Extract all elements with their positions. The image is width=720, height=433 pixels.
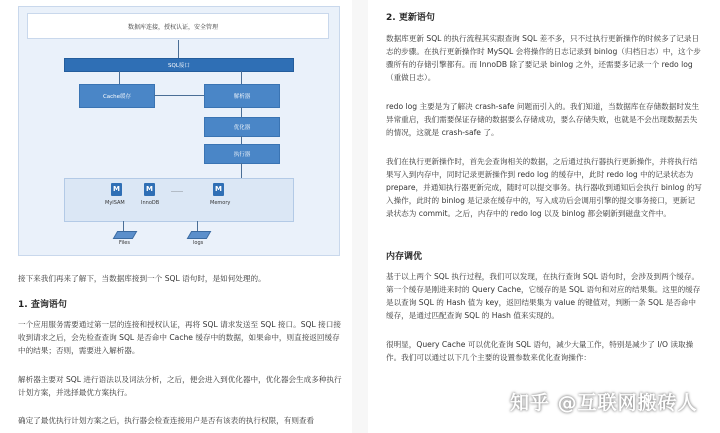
heading-memory-tuning: 内存调优 [386, 252, 423, 262]
memory-icon: M [213, 183, 224, 196]
arrow-connector [241, 163, 242, 178]
heading-update-statement: 2. 更新语句 [386, 13, 435, 23]
intro-paragraph: 接下来我们再来了解下，当数据库接到一个 SQL 语句时，是如何处理的。 [18, 274, 266, 283]
arrow-connector [197, 221, 198, 231]
ellipsis: …… [171, 187, 183, 194]
engine-label: Memory [210, 200, 231, 206]
arrow-connector [178, 40, 179, 58]
mysql-architecture-diagram [18, 6, 340, 256]
paragraph: 数据库更新 SQL 的执行流程其实跟查询 SQL 差不多，只不过执行更新操作的时候多了记录日志的步骤。在执行更新操作时 MySQL 会将操作的日志记录到 binlog（归档日志）中，这个步骤所有的存储引擎都有。而 InnoDB 除了要记录 binlog 之外，还需要多记录一个 redo log（重做日志）。 [386, 34, 701, 82]
sql-interface-box: SQL接口 [64, 58, 294, 72]
arrow-connector [154, 95, 204, 96]
cache-box: Cache缓存 [79, 84, 155, 108]
engine-label: MyISAM [105, 200, 125, 206]
connection-layer-box: 数据库连接，授权认证，安全管理 [27, 13, 329, 39]
arrow-connector [241, 136, 242, 144]
storage-engine-layer [64, 178, 294, 222]
files-label: Files [119, 240, 130, 246]
logs-label: logs [193, 240, 204, 246]
arrow-connector [123, 221, 124, 231]
logs-disk-icon [187, 231, 212, 239]
executor-box: 执行器 [204, 144, 280, 164]
innodb-icon: M [144, 183, 155, 196]
files-disk-icon [113, 231, 138, 239]
engine-label: InnoDB [141, 200, 160, 206]
paragraph: 我们在执行更新操作时，首先会查询相关的数据，之后通过执行器执行更新操作，并将执行结果写入到内存中，同时记录更新操作到 redo log 的缓存中，此时 redo log 中的记录状态为 prepare，并通知执行器更新完成，随时可以提交事务。执行器收到通知后会执行 binlog 的写入操作，此时的 binlog 是记录在缓存中的，写入成功后会调用引擎的提交事务接口，更新记录状态为 commit。之后，内存中的 redo log 以及 binlog 都会刷新到磁盘文件中。 [386, 157, 702, 218]
arrow-connector [241, 107, 242, 117]
paragraph: 很明显，Query Cache 可以优化查询 SQL 语句，减少大量工作，特别是减少了 I/O 读取操作。我们可以通过以下几个主要的设置参数来优化查询操作： [386, 340, 694, 362]
paragraph: 一个应用服务需要通过第一层的连接和授权认证，再将 SQL 请求发送至 SQL 接口。SQL 接口接收到请求之后，会先检查查询 SQL 是否命中 Cache 缓存中的数据，如果命中，则直接返回缓存中的结果；否则，需要进入解析器。 [18, 320, 341, 355]
paragraph: 解析器主要对 SQL 进行语法以及词法分析，之后，便会进入到优化器中，优化器会生成多种执行计划方案，并选择最优方案执行。 [18, 375, 342, 397]
optimizer-box: 优化器 [204, 117, 280, 137]
paragraph: 基于以上两个 SQL 执行过程，我们可以发现，在执行查询 SQL 语句时，会涉及到两个缓存。第一个缓存是刚进来时的 Query Cache，它缓存的是 SQL 语句和对应的结果集。这里的缓存是以查询 SQL 的 Hash 值为 key，返回结果集为 value 的键值对，判断一条 SQL 是否命中缓存，是通过匹配查询 SQL 的 Hash 值来实现的。 [386, 272, 701, 320]
arrow-connector [119, 71, 120, 84]
myisam-icon: M [111, 183, 122, 196]
zhihu-watermark: 知乎 @互联网搬砖人 [510, 392, 698, 414]
paragraph: redo log 主要是为了解决 crash-safe 问题而引入的。我们知道，当数据库在存储数据时发生异常重启，我们需要保证存储的数据要么存储成功，要么存储失败，也就是不会出现数据丢失的情况，这就是 crash-safe 了。 [386, 102, 700, 137]
left-page [0, 0, 352, 433]
parser-box: 解析器 [204, 84, 280, 108]
page-gutter [352, 0, 368, 433]
right-page [368, 0, 720, 433]
heading-query-statement: 1. 查询语句 [18, 300, 67, 310]
arrow-connector [241, 71, 242, 84]
paragraph: 确定了最优执行计划方案之后，执行器会检查连接用户是否有该表的执行权限，有则查看 [18, 416, 315, 425]
